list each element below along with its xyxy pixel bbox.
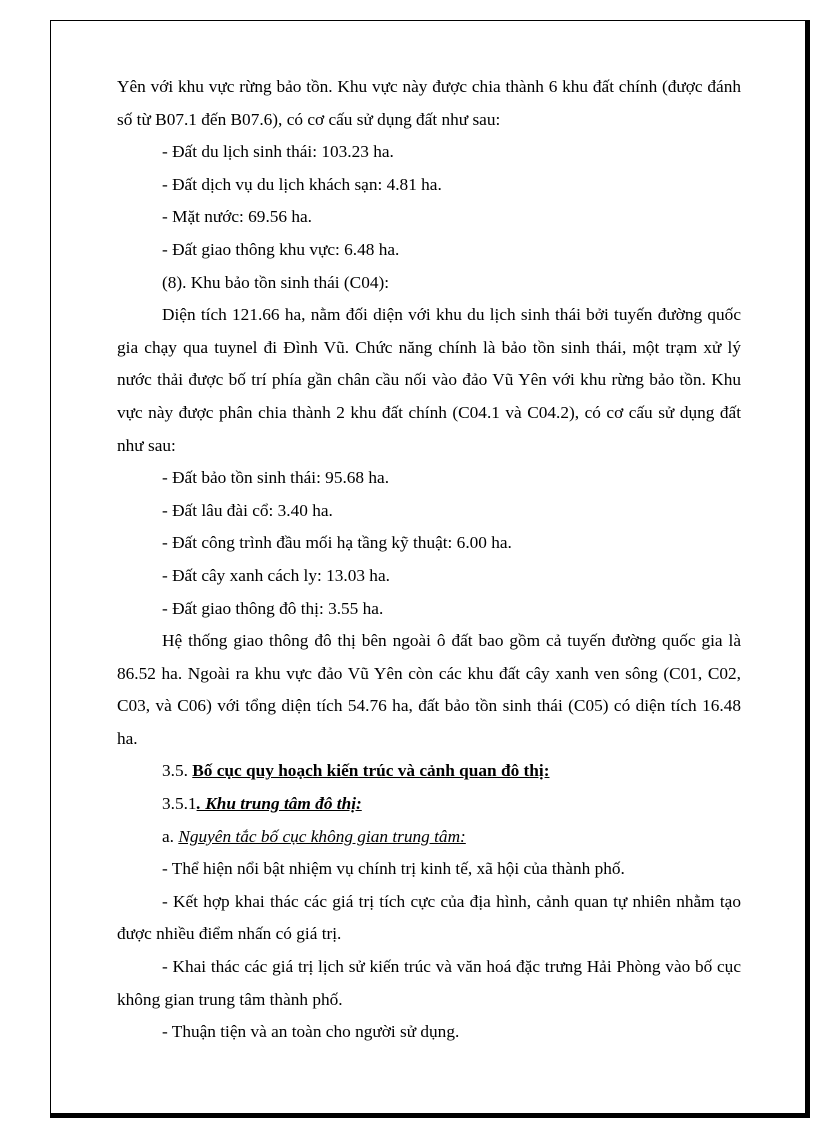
list-item-ancient-castle-land: - Đất lâu đài cổ: 3.40 ha. xyxy=(162,500,333,520)
list-item-principle-2: - Kết hợp khai thác các giá trị tích cực của địa hình, cảnh quan tự nhiên nhằm tạo được nhiều điểm nhấn có giá trị. xyxy=(117,891,741,944)
list-item-urban-traffic-land: - Đất giao thông đô thị: 3.55 ha. xyxy=(162,598,384,618)
item-title: Nguyên tắc bố cục không gian trung tâm: xyxy=(178,826,466,846)
heading-layout-principles xyxy=(117,821,741,854)
list-item-infrastructure-land: - Đất công trình đầu mối hạ tầng kỹ thuật: 6.00 ha. xyxy=(162,533,512,553)
paragraph-c04-description: Diện tích 121.66 ha, nằm đối diện với khu du lịch sinh thái bởi tuyến đường quốc gia chạy qua tuynel đi Đình Vũ. Chức năng chính là bảo tồn sinh thái, một trạm xử lý nước thải được bố trí phía gần chân cầu nối vào đảo Vũ Yên với khu rừng bảo tồn. Khu vực này được phân chia thành 2 khu đất chính (C04.1 và C04.2), có cơ cấu sử dụng đất như sau: xyxy=(117,305,741,455)
section-heading-3-5-1 xyxy=(117,788,741,821)
section-heading-3-5 xyxy=(117,755,741,788)
section-number: 3.5. xyxy=(162,761,193,781)
subsection-title: . Khu trung tâm đô thị: xyxy=(196,794,362,814)
list-item-eco-tourism-land: - Đất du lịch sinh thái: 103.23 ha. xyxy=(162,142,394,162)
subsection-number: 3.5.1 xyxy=(162,794,197,814)
paragraph-land-use-intro: Yên với khu vực rừng bảo tồn. Khu vực này được chia thành 6 khu đất chính (được đánh số từ B07.1 đến B07.6), có cơ cấu sử dụng đất như sau: xyxy=(117,77,741,129)
list-item-area-traffic-land: - Đất giao thông khu vực: 6.48 ha. xyxy=(162,239,400,259)
list-item-principle-3: - Khai thác các giá trị lịch sử kiến trúc và văn hoá đặc trưng Hải Phòng vào bố cục không gian trung tâm thành phố. xyxy=(117,957,741,1009)
section-title: Bố cục quy hoạch kiến trúc và cảnh quan đô thị: xyxy=(192,761,550,781)
list-item-isolation-greenery: - Đất cây xanh cách ly: 13.03 ha. xyxy=(162,565,390,585)
list-item-hotel-service-land: - Đất dịch vụ du lịch khách sạn: 4.81 ha. xyxy=(162,174,442,194)
list-item-water-surface: - Mặt nước: 69.56 ha. xyxy=(162,207,313,227)
paragraph-traffic-summary: Hệ thống giao thông đô thị bên ngoài ô đất bao gồm cả tuyến đường quốc gia là 86.52 ha. Ngoài ra khu vực đảo Vũ Yên còn các khu đất cây xanh ven sông (C01, C02, C03, và C06) với tổng diện tích 54.76 ha, đất bảo tồn sinh thái (C05) có diện tích 16.48 ha. xyxy=(117,631,741,748)
document-body xyxy=(117,71,741,1049)
item-letter: a. xyxy=(162,826,179,846)
list-item-eco-conservation-land: - Đất bảo tồn sinh thái: 95.68 ha. xyxy=(162,468,390,488)
section-heading-c04: (8). Khu bảo tồn sinh thái (C04): xyxy=(162,272,390,292)
list-item-principle-1: - Thể hiện nổi bật nhiệm vụ chính trị kinh tế, xã hội của thành phố. xyxy=(162,859,625,879)
list-item-principle-4: - Thuận tiện và an toàn cho người sử dụng. xyxy=(162,1022,460,1042)
